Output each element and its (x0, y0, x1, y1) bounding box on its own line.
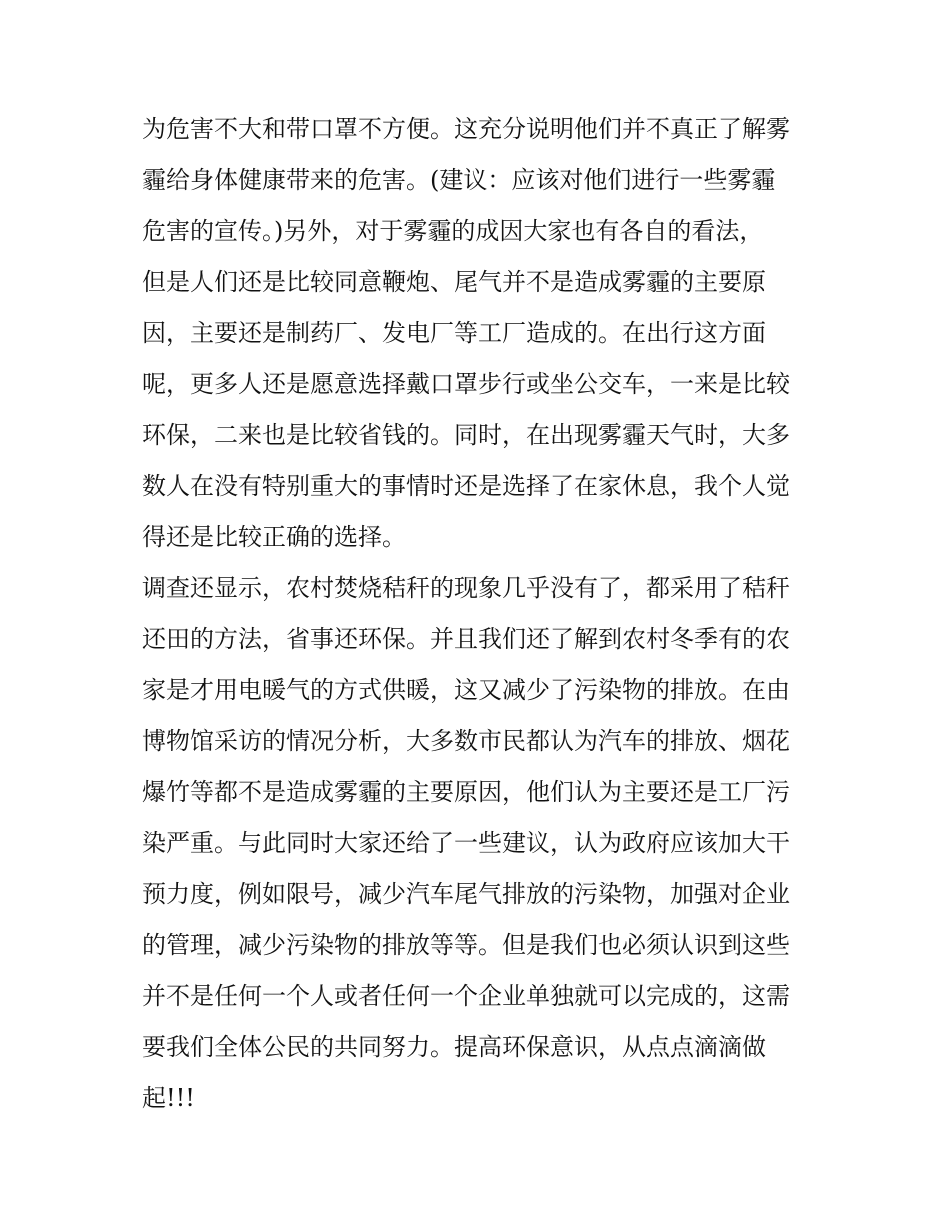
text-line: 数人在没有特别重大的事情时还是选择了在家休息，我个人觉 (142, 472, 790, 500)
text-line: 爆竹等都不是造成雾霾的主要原因，他们认为主要还是工厂污 (142, 778, 790, 806)
text-line: 要我们全体公民的共同努力。提高环保意识，从点点滴滴做 (142, 1033, 766, 1061)
text-line: 还田的方法，省事还环保。并且我们还了解到农村冬季有的农 (142, 625, 790, 653)
text-line: 危害的宣传。)另外，对于雾霾的成因大家也有各自的看法， (142, 217, 764, 245)
text-line: 霾给身体健康带来的危害。(建议：应该对他们进行一些雾霾 (142, 166, 776, 194)
text-line: 博物馆采访的情况分析，大多数市民都认为汽车的排放、烟花 (142, 727, 790, 755)
text-line: 为危害不大和带口罩不方便。这充分说明他们并不真正了解雾 (142, 115, 790, 143)
text-line: 染严重。与此同时大家还给了一些建议，认为政府应该加大干 (142, 829, 790, 857)
text-line: 环保，二来也是比较省钱的。同时，在出现雾霾天气时，大多 (142, 421, 790, 449)
text-line: 但是人们还是比较同意鞭炮、尾气并不是造成雾霾的主要原 (142, 268, 766, 296)
body-text (142, 104, 822, 1124)
text-line: 的管理，减少污染物的排放等等。但是我们也必须认识到这些 (142, 931, 790, 959)
text-line: 预力度，例如限号，减少汽车尾气排放的污染物，加强对企业 (142, 880, 790, 908)
text-line: 并不是任何一个人或者任何一个企业单独就可以完成的，这需 (142, 982, 790, 1010)
text-line: 调查还显示，农村焚烧秸秆的现象几乎没有了，都采用了秸秆 (142, 574, 790, 602)
text-line: 得还是比较正确的选择。 (142, 523, 406, 551)
text-line: 家是才用电暖气的方式供暖，这又减少了污染物的排放。在由 (142, 676, 790, 704)
text-line: 呢，更多人还是愿意选择戴口罩步行或坐公交车，一来是比较 (142, 370, 790, 398)
text-line: 起!!! (142, 1084, 195, 1112)
text-line: 因，主要还是制药厂、发电厂等工厂造成的。在出行这方面 (142, 319, 766, 347)
